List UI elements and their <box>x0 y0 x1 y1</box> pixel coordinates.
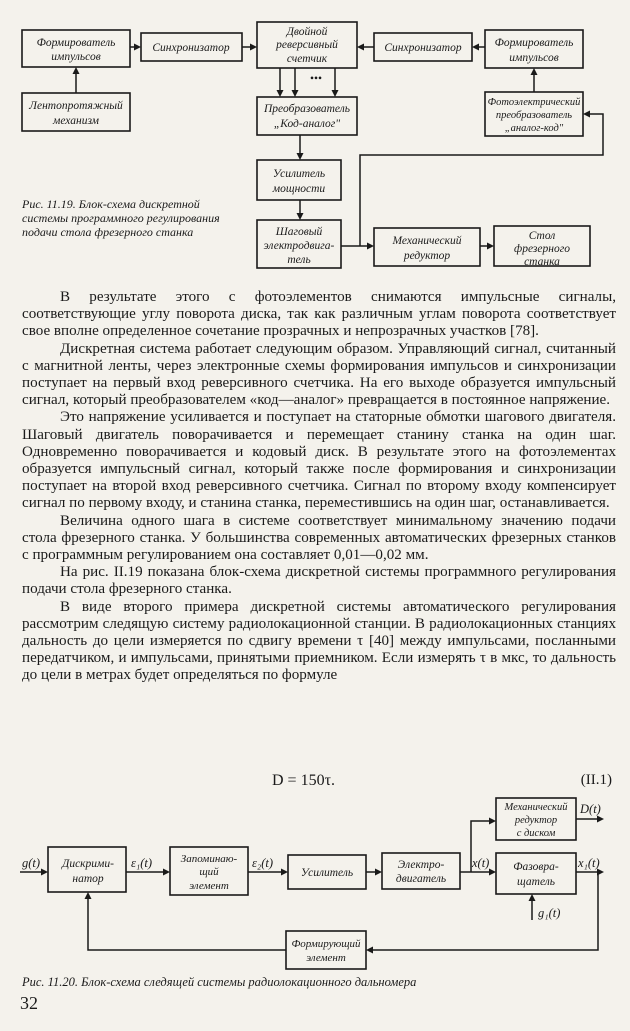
fig20-phase-line1: Фазовра- <box>513 861 559 873</box>
fig20-signal-x: x(t) <box>472 856 490 870</box>
fig20-discriminator-line2: натор <box>72 873 104 885</box>
fig20-signal-g: g(t) <box>22 856 41 870</box>
fig19-amp-line2: мощности <box>272 183 326 195</box>
page-number: 32 <box>20 993 38 1013</box>
body-text <box>22 289 616 685</box>
fig19-adc-line2: преобразователь <box>495 110 573 121</box>
fig20-reducer-line1: Механический <box>504 802 568 813</box>
fig19-motor-line1: Шаговый <box>275 226 323 238</box>
fig20-signal-e1: ε₁(t) <box>131 856 153 870</box>
fig20-amplifier-label: Усилитель <box>300 867 354 879</box>
paragraph-1: В результате этого с фотоэлементов снимаются импульсные сигналы, соответствующие углу поворота диска, так как различным углам поворота соответствует свое вполне определенное сочетание прозрачных и непрозрачных участков [78]. <box>22 289 616 340</box>
fig19-counter-line2: реверсивный <box>276 39 338 51</box>
figure-11-19 <box>0 0 630 290</box>
fig19-former-right-line2: импульсов <box>509 52 559 64</box>
fig19-dac-line2: „Код-аналог" <box>273 118 341 130</box>
fig19-adc-line1: Фотоэлектрический <box>487 97 581 108</box>
fig19-tape-line2: механизм <box>53 115 99 127</box>
formula-number: (II.1) <box>580 772 612 788</box>
fig19-caption: Рис. 11.19. Блок-схема дискретной системы программного регулирования подачи стола фрезерного станка <box>22 197 220 239</box>
fig19-sync-left-label: Синхронизатор <box>152 42 230 54</box>
fig19-reducer-line2: редуктор <box>403 250 451 262</box>
fig20-former-line2: элемент <box>306 952 346 964</box>
fig20-reducer-line2: редуктор <box>514 815 558 826</box>
fig20-signal-D: D(t) <box>580 802 601 816</box>
fig19-motor-line2: электродвига- <box>263 240 335 252</box>
fig20-caption: Рис. 11.20. Блок-схема следящей системы радиолокационного дальномера <box>22 975 417 989</box>
paragraph-4: Величина одного шага в системе соответствует минимальному значению подачи стола фрезерного станка. У большинства современных автоматических фрезерных станков с программным регулированием она составляет 0,01—0,02 мм. <box>22 512 616 564</box>
fig19-former-right-line1: Формирователь <box>494 37 574 49</box>
fig19-reducer-line1: Механический <box>392 235 462 247</box>
fig19-sync-right-label: Синхронизатор <box>384 42 462 54</box>
formula-II-1 <box>22 772 616 792</box>
fig19-adc-line3: „аналог-код" <box>504 123 564 134</box>
fig19-former-left-line2: импульсов <box>51 51 101 63</box>
paragraph-5: На рис. II.19 показана блок-схема дискретной системы программного регулирования подачи стола фрезерного станка. <box>22 564 616 598</box>
fig20-discriminator-line1: Дискрими- <box>62 858 114 870</box>
fig19-amp-line1: Усилитель <box>272 168 326 180</box>
fig19-motor-line3: тель <box>287 254 311 266</box>
fig20-phase-line2: щатель <box>516 876 556 888</box>
paragraph-3: Это напряжение усиливается и поступает на статорные обмотки шагового двигателя. Шаговый двигатель поворачивается и перемещает станину станка на один шаг. Одновременно поворачивается и кодовый диск. В результате этого на фотоэлементах образуется импульсный сигнал, который также после формирования и синхронизации поступает на второй вход реверсивного счетчика. Сигнал по второму входу компенсирует сигнал по первому входу, и станина станка, переместившись на один шаг, останавливается. <box>22 409 616 512</box>
fig20-former-line1: Формирующий <box>291 938 361 950</box>
fig20-memory-line2: щий <box>199 866 219 878</box>
paragraph-2: Дискретная система работает следующим образом. Управляющий сигнал, считанный с магнитной ленты, через электронные схемы формирования импульсов и синхронизации поступает на первый вход реверсивного счетчика. На его выходе образуется импульсный сигнал, который преобразователем «код—аналог» превращается в постоянное напряжение. <box>22 340 616 409</box>
fig20-motor-line1: Электро- <box>397 859 445 871</box>
fig19-former-left-line1: Формирователь <box>36 37 116 49</box>
fig20-signal-e2: ε₂(t) <box>252 856 274 870</box>
fig19-table-line2: фрезерного <box>514 243 570 255</box>
fig20-signal-g1: g₁(t) <box>538 906 561 920</box>
fig19-dac-line1: Преобразователь <box>263 103 351 115</box>
fig19-counter-line3: счетчик <box>286 53 328 65</box>
fig20-motor-line2: двигатель <box>395 873 447 885</box>
formula-expression: D = 150τ. <box>272 772 336 789</box>
figure-11-20 <box>0 795 630 995</box>
fig19-table-line3: станка <box>524 256 560 268</box>
fig19-counter-dots: ••• <box>309 73 323 85</box>
fig19-tape-line1: Лентопротяжный <box>29 100 123 112</box>
fig20-reducer-line3: с диском <box>516 828 556 839</box>
fig20-signal-x1: x₁(t) <box>578 856 600 870</box>
paragraph-6: В виде второго примера дискретной системы автоматического регулирования рассмотрим следящую систему радиолокационной станции. В радиолокационных станциях дальность до цели измеряется по сдвигу времени τ [40] между импульсами, посланными передатчиком, и импульсами, принятыми приемником. Если измерять τ в мкс, то дальность до цели в метрах будет определяться по формуле <box>22 598 616 684</box>
fig20-memory-line3: элемент <box>189 880 229 892</box>
fig19-counter-line1: Двойной <box>286 26 328 38</box>
fig20-memory-line1: Запоминаю- <box>180 853 238 865</box>
fig19-table-line1: Стол <box>528 230 556 242</box>
